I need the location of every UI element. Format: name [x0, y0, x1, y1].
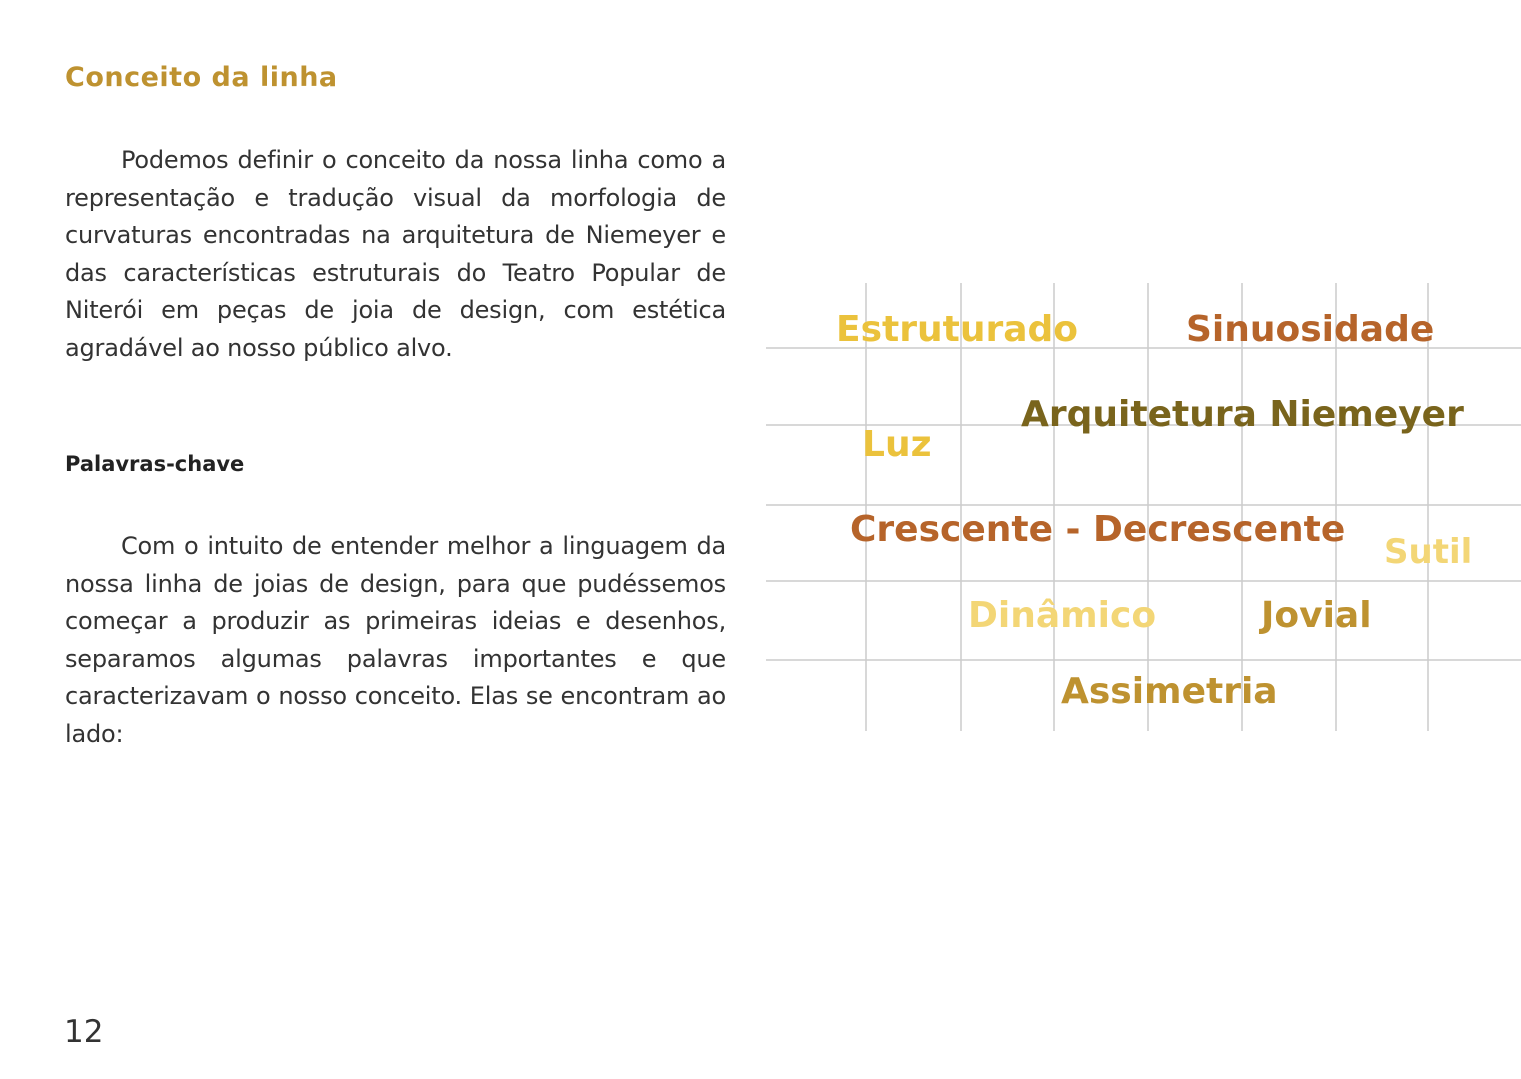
keyword-sinuosidade: Sinuosidade	[1186, 309, 1435, 350]
keywords-paragraph-text: Com o intuito de entender melhor a linguagem da nossa linha de joias de design, para que pudéssemos começar a produzir as primeiras ideias e desenhos, separamos algumas palavras importantes e que caracterizavam o nosso conceito. Elas se encontram ao lado:	[65, 532, 726, 748]
section-title: Conceito da linha	[65, 62, 338, 93]
keyword-crescente-decrescente: Crescente - Decrescente	[850, 509, 1346, 550]
keyword-sutil: Sutil	[1384, 532, 1473, 572]
keyword-jovial: Jovial	[1261, 595, 1372, 636]
keywords-title: Palavras-chave	[65, 452, 245, 476]
keyword-arquitetura-niemeyer: Arquitetura Niemeyer	[1021, 394, 1464, 435]
page-number: 12	[64, 1014, 104, 1050]
keyword-estruturado: Estruturado	[836, 309, 1078, 350]
keyword-luz: Luz	[862, 424, 932, 465]
keyword-dinamico: Dinâmico	[968, 595, 1157, 636]
keyword-assimetria: Assimetria	[1061, 671, 1278, 712]
grid-lines	[766, 283, 1521, 731]
concept-paragraph-text: Podemos definir o conceito da nossa linha como a representação e tradução visual da morfologia de curvaturas encontradas na arquitetura de Niemeyer e das características estruturais do Teatro Popular de Niterói em peças de joia de design, com estética agradável ao nosso público alvo.	[65, 146, 726, 362]
